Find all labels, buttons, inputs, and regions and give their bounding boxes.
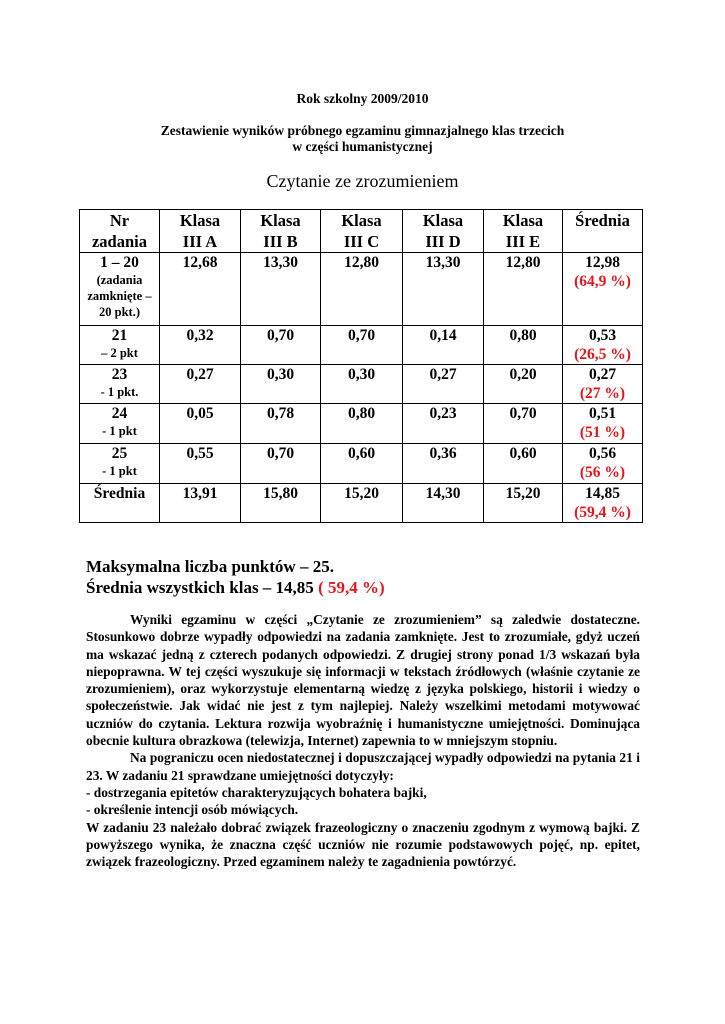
column-header-line1: Klasa (179, 211, 221, 230)
score-cell: 0,80 (484, 326, 563, 365)
column-header-line1: Klasa (502, 211, 544, 230)
task-cell (80, 444, 160, 484)
table-row (80, 444, 643, 484)
task-cell (80, 253, 160, 326)
column-header (241, 210, 321, 253)
score-cell: 0,60 (484, 444, 563, 484)
column-header-line1: Średnia (575, 211, 630, 230)
score-cell: 0,14 (403, 326, 484, 365)
average-percent: (64,9 %) (574, 273, 631, 290)
paragraph: W zadaniu 23 należało dobrać związek frazeologiczny o znaczeniu zgodnym z wymową bajki. Z powyższego wynika, że znaczna część uczniów nie rozumie podstawowych pojęć, np. epitet, związek frazeologiczny. Przed egzaminem należy te zagadnienia powtórzyć. (86, 819, 640, 870)
column-header (80, 210, 160, 253)
average-cell (563, 326, 643, 365)
score-cell: 0,20 (484, 365, 563, 404)
task-cell (80, 484, 160, 523)
score-cell: 0,30 (321, 365, 403, 404)
school-year: Rok szkolny 2009/2010 (296, 91, 429, 106)
task-note: - 1 pkt (102, 424, 137, 438)
table-row (80, 326, 643, 365)
summary (86, 556, 385, 598)
table-row (80, 365, 643, 404)
score-cell: 0,70 (241, 444, 321, 484)
paragraph: Na pograniczu ocen niedostatecznej i dopuszczającej wypadły odpowiedzi na pytania 21 i 23. W zadaniu 21 sprawdzane umiejętności dotyczyły: (86, 750, 640, 783)
task-note: - 1 pkt. (100, 385, 139, 399)
average-value: 0,51 (588, 405, 617, 422)
average-cell (563, 484, 643, 523)
score-cell: 0,36 (403, 444, 484, 484)
average-value: 0,56 (588, 445, 617, 462)
table-row (80, 253, 643, 326)
average-percent: (26,5 %) (574, 346, 631, 363)
table-row (80, 484, 643, 523)
paragraph: - określenie intencji osób mówiących. (86, 802, 299, 818)
column-header (321, 210, 403, 253)
score-cell: 0,78 (241, 404, 321, 444)
column-header-line1: Klasa (422, 211, 464, 230)
section-title: Czytanie ze zrozumieniem (266, 171, 459, 191)
task-cell (80, 326, 160, 365)
score-cell: 0,70 (484, 404, 563, 444)
max-points: Maksymalna liczba punktów – 25. (86, 557, 334, 576)
column-header-line2: zadania (91, 232, 147, 251)
score-cell: 0,60 (321, 444, 403, 484)
average-cell (563, 444, 643, 484)
column-header (563, 210, 643, 253)
results-table (79, 209, 643, 523)
task-number: 24 (111, 405, 128, 422)
score-cell: 0,05 (160, 404, 241, 444)
average-cell (563, 253, 643, 326)
column-header-line1: Klasa (260, 211, 301, 230)
score-cell: 13,91 (160, 484, 241, 523)
score-cell: 15,20 (484, 484, 563, 523)
task-cell (80, 365, 160, 404)
score-cell: 0,27 (403, 365, 484, 404)
column-header (403, 210, 484, 253)
column-header-line2: III D (425, 232, 461, 251)
score-cell: 15,20 (321, 484, 403, 523)
average-value: 12,98 (585, 254, 620, 271)
task-number: 1 – 20 (100, 254, 139, 271)
subtitle-line-1: Zestawienie wyników próbnego egzaminu gimnazjalnego klas trzecich (160, 123, 565, 138)
subtitle-line-2: w części humanistycznej (292, 139, 433, 154)
average-value: 0,27 (588, 366, 617, 383)
task-number: 25 (111, 445, 128, 462)
score-cell: 14,30 (403, 484, 484, 523)
avg-all-pct: ( 59,4 %) (318, 578, 385, 597)
task-number: Średnia (93, 485, 146, 502)
column-header-line2: III C (343, 232, 380, 251)
avg-all-prefix: Średnia wszystkich klas – 14,85 (86, 578, 319, 597)
average-percent: (51 %) (579, 424, 626, 441)
score-cell: 12,80 (321, 253, 403, 326)
column-header (484, 210, 563, 253)
task-note: (zadania zamknięte – 20 pkt.) (87, 273, 152, 319)
paragraph: Wyniki egzaminu w części „Czytanie ze zrozumieniem” są zaledwie dostateczne. Stosunkowo dobrze wypadły odpowiedzi na zadania zamknięte. Jest to zrozumiałe, gdyż uczeń ma wskazać jedną z czterech podanych odpowiedzi. Z drugiej strony ponad 1/3 wskazań była niepoprawna. W tej części wyszukuje się informacji w tekstach źródłowych (właśnie czytanie ze zrozumieniem), oraz wykorzystuje elementarną wiedzę z języka polskiego, historii i wiedzy o społeczeństwie. Jak widać nie jest z tym najlepiej. Należy wszelkimi metodami motywować uczniów do czytania. Lektura rozwija wyobraźnię i humanistyczne umiejętności. Dominująca obecnie kultura obrazkowa (telewizja, Internet) zapewnia to w mniejszym stopniu. (86, 612, 640, 749)
score-cell: 0,27 (160, 365, 241, 404)
task-number: 23 (111, 366, 128, 383)
average-value: 14,85 (585, 485, 620, 502)
average-cell (563, 365, 643, 404)
task-note: - 1 pkt (102, 464, 137, 478)
paragraph: - dostrzegania epitetów charakteryzujących bohatera bajki, (86, 784, 427, 800)
column-header-line1: Nr (109, 211, 130, 230)
table-header-row (80, 210, 643, 253)
score-cell: 0,80 (321, 404, 403, 444)
column-header-line2: III E (505, 232, 541, 251)
score-cell: 0,70 (321, 326, 403, 365)
score-cell: 0,32 (160, 326, 241, 365)
score-cell: 0,55 (160, 444, 241, 484)
column-header-line1: Klasa (341, 211, 382, 230)
score-cell: 12,68 (160, 253, 241, 326)
average-percent: (56 %) (579, 464, 626, 481)
body-text (86, 611, 640, 870)
task-note: – 2 pkt (101, 346, 138, 360)
score-cell: 0,30 (241, 365, 321, 404)
average-percent: (27 %) (579, 385, 626, 402)
score-cell: 0,70 (241, 326, 321, 365)
score-cell: 13,30 (403, 253, 484, 326)
column-header (160, 210, 241, 253)
column-header-line2: III A (182, 232, 218, 251)
task-number: 21 (111, 327, 128, 344)
score-cell: 13,30 (241, 253, 321, 326)
average-percent: (59,4 %) (574, 504, 631, 521)
average-value: 0,53 (588, 327, 617, 344)
task-cell (80, 404, 160, 444)
score-cell: 15,80 (241, 484, 321, 523)
avg-all (86, 577, 385, 598)
score-cell: 0,23 (403, 404, 484, 444)
column-header-line2: III B (263, 232, 298, 251)
table-row (80, 404, 643, 444)
average-cell (563, 404, 643, 444)
score-cell: 12,80 (484, 253, 563, 326)
